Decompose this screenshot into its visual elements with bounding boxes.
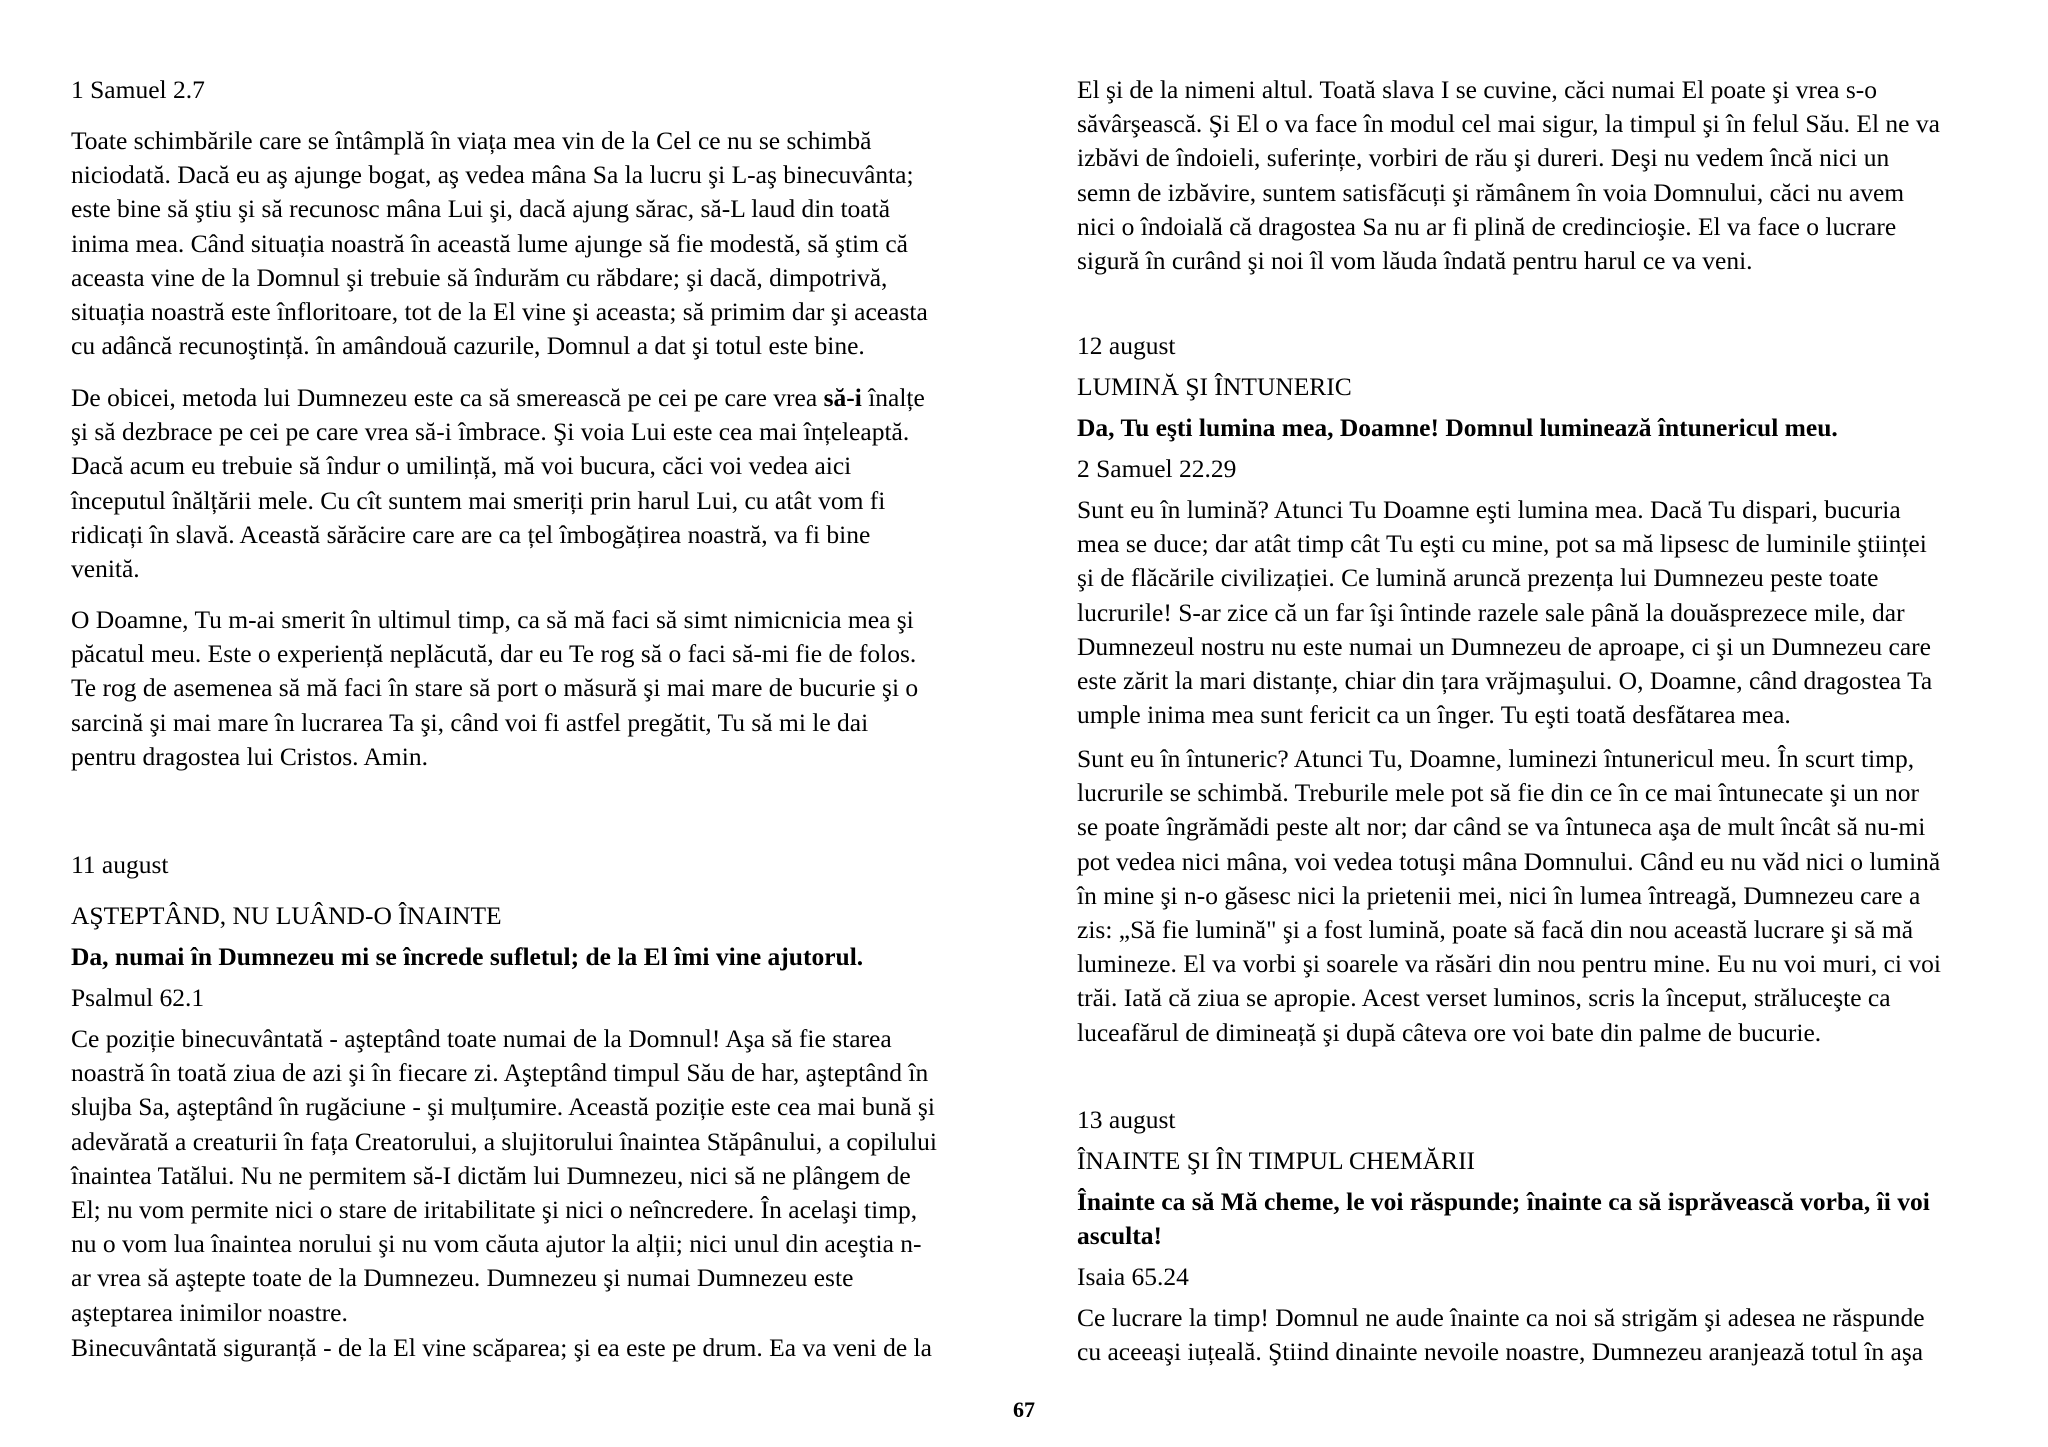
entry-title: AŞTEPTÂND, NU LUÂND-O ÎNAINTE bbox=[71, 901, 502, 930]
devotional-paragraph: Ce lucrare la timp! Domnul ne aude înainte ca noi să strigăm şi adesea ne răspunde cu aceeaşi iuțeală. Ştiind dinainte nevoile noastre, Dumnezeu aranjează totul în aşa bbox=[1077, 1303, 1925, 1367]
scripture-reference: 1 Samuel 2.7 bbox=[71, 75, 205, 104]
devotional-paragraph: Ce poziție binecuvântată - aşteptând toate numai de la Domnul! Aşa să fie starea noastră în toată ziua de azi şi în fiecare zi. Aşteptând timpul Său de har, aşteptând în slujba Sa, aşteptând în rugăciune - şi mulțumire. Această poziție este cea mai bună şi adevărată a creaturii în fața Creatorului, a slujitorului înaintea Stăpânului, a copilului înaintea Tatălui. Nu ne permitem să-I dictăm lui Dumnezeu, nici să ne plângem de El; nu vom permite nici o stare de iritabilitate şi nici o neîncredere. În acelaşi timp, nu o vom lua înaintea norului şi nu vom căuta ajutor la alții; nici unul din aceştia n- ar vrea să aştepte toate de la Dumnezeu. Dumnezeu şi numai Dumnezeu este aşteptarea inimilor noastre. bbox=[71, 1024, 937, 1327]
entry-title: ÎNAINTE ŞI ÎN TIMPUL CHEMĂRII bbox=[1077, 1146, 1476, 1175]
key-verse: Da, Tu eşti lumina mea, Doamne! Domnul luminează întunericul meu. bbox=[1077, 413, 1838, 442]
devotional-paragraph: Binecuvântată siguranță - de la El vine scăparea; şi ea este pe drum. Ea va veni de la bbox=[71, 1333, 932, 1362]
entry-date: 11 august bbox=[71, 850, 169, 879]
devotional-paragraph: Sunt eu în întuneric? Atunci Tu, Doamne, luminezi întunericul meu. În scurt timp, lucrurile se schimbă. Treburile mele pot să fie din ce în ce mai întunecate şi un nor se poate îngrămădi peste alt nor; dar când se va întuneca aşa de mult încât să nu-mi pot vedea nici mâna, voi vedea totuşi mâna Domnului. Când eu nu văd nici o lumină în mine şi n-o găsesc nici la prietenii mei, nici în lumea întreagă, Dumnezeu care a zis: „Să fie lumină" şi a fost lumină, poate să facă din nou această lucrare şi să mă lumineze. El va vorbi şi soarele va răsări din nou pentru mine. Eu nu voi muri, ci voi trăi. Iată că ziua se apropie. Acest verset luminos, scris la început, străluceşte ca luceafărul de dimineață şi după câteva ore voi bate din palme de bucurie. bbox=[1077, 744, 1941, 1047]
entry-date: 13 august bbox=[1077, 1105, 1176, 1134]
verse-reference: Psalmul 62.1 bbox=[71, 983, 205, 1012]
key-verse: Da, numai în Dumnezeu mi se încrede sufletul; de la El îmi vine ajutorul. bbox=[71, 942, 864, 971]
key-verse: Înainte ca să Mă cheme, le voi răspunde; înainte ca să isprăvească vorba, îi voi asculta! bbox=[1077, 1187, 1930, 1251]
devotional-paragraph: Sunt eu în lumină? Atunci Tu Doamne eşti lumina mea. Dacă Tu dispari, bucuria mea se duce; dar atât timp cât Tu eşti cu mine, pot sa mă lipsesc de luminile ştiinței şi de flăcările civilizației. Ce lumină aruncă prezența lui Dumnezeu peste toate lucrurile! S-ar zice că un far îşi întinde razele sale până la douăsprezece mile, dar Dumnezeul nostru nu este numai un Dumnezeu de aproape, ci şi un Dumnezeu care este zărit la mari distanțe, chiar din țara vrăjmaşului. O, Doamne, când dragostea Ta umple inima mea sunt fericit ca un înger. Tu eşti toată desfătarea mea. bbox=[1077, 495, 1933, 730]
verse-reference: Isaia 65.24 bbox=[1077, 1262, 1189, 1291]
entry-date: 12 august bbox=[1077, 331, 1176, 360]
verse-reference: 2 Samuel 22.29 bbox=[1077, 454, 1237, 483]
devotional-paragraph: El şi de la nimeni altul. Toată slava I se cuvine, căci numai El poate şi vrea s-o săvârşească. Şi El o va face în modul cel mai sigur, la timpul şi în felul Său. El ne va izbăvi de îndoieli, suferințe, vorbiri de rău şi dureri. Deşi nu vedem încă nici un semn de izbăvire, suntem satisfăcuți şi rămânem în voia Domnului, căci nu avem nici o îndoială că dragostea Sa nu ar fi plină de credincioşie. El va face o lucrare sigură în curând şi noi îl vom lăuda îndată pentru harul ce va veni. bbox=[1077, 75, 1940, 276]
page-number: 67 bbox=[1013, 1397, 1035, 1422]
devotional-paragraph: Toate schimbările care se întâmplă în viața mea vin de la Cel ce nu se schimbă niciodată. Dacă eu aş ajunge bogat, aş vedea mâna Sa la lucru şi L-aş binecuvânta; este bine să ştiu şi să recunosc mâna Lui şi, dacă ajung sărac, să-L laud din toată inima mea. Când situația noastră în această lume ajunge să fie modestă, să ştim că aceasta vine de la Domnul şi trebuie să îndurăm cu răbdare; şi dacă, dimpotrivă, situația noastră este înfloritoare, tot de la El vine şi aceasta; să primim dar şi aceasta cu adâncă recunoştință. în amândouă cazurile, Domnul a dat şi totul este bine. bbox=[71, 126, 928, 361]
entry-title: LUMINĂ ŞI ÎNTUNERIC bbox=[1077, 372, 1352, 401]
prayer-paragraph: O Doamne, Tu m-ai smerit în ultimul timp, ca să mă faci să simt nimicnicia mea şi păcatul meu. Este o experiență neplăcută, dar eu Te rog să o faci să-mi fie de folos. Te rog de asemenea să mă faci în stare să port o măsură şi mai mare de bucurie şi o sarcină şi mai mare în lucrarea Ta şi, când voi fi astfel pregătit, Tu să mi le dai pentru dragostea lui Cristos. Amin. bbox=[71, 605, 919, 771]
devotional-paragraph: De obicei, metoda lui Dumnezeu este ca să smerească pe cei pe care vrea să-i înalțe şi să dezbrace pe cei pe care vrea să-i îmbrace. Şi voia Lui este cea mai înțeleaptă. Dacă acum eu trebuie să îndur o umilință, mă voi bucura, căci voi vedea aici începutul înălțării mele. Cu cît suntem mai smeriți prin harul Lui, cu atât vom fi ridicați în slavă. Această sărăcire care are ca țel îmbogățirea noastră, va fi bine venită. bbox=[71, 383, 925, 584]
